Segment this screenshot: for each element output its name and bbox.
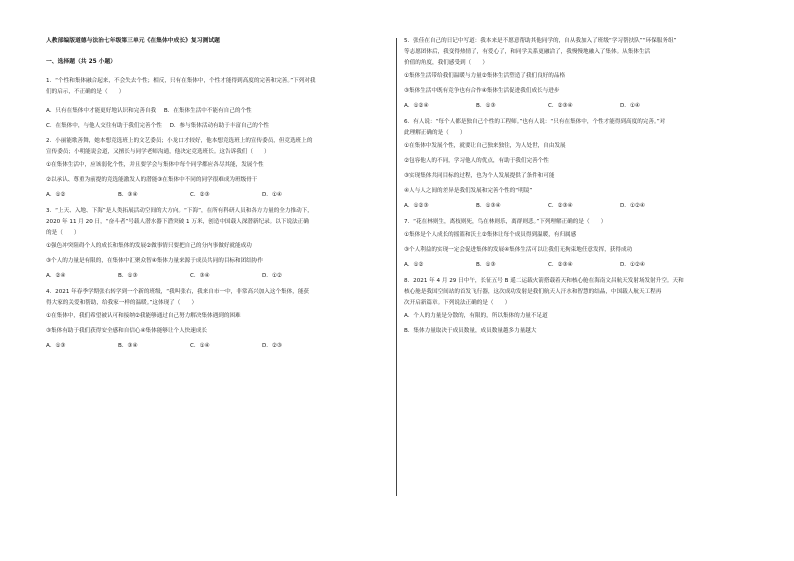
stem-line: 4．2021 年春季学期张右转学到一个新的班级，“我叫张右，我来自市一中，非常高兴加入这个集体，能获 bbox=[46, 289, 310, 296]
option-b: B．③④ bbox=[118, 343, 138, 350]
option-row bbox=[46, 343, 388, 350]
option-d: D．①②④ bbox=[620, 261, 645, 268]
question-stem bbox=[46, 289, 388, 307]
stem-line: 2020 年 11 月 20 日，“奋斗者”号载人潜水器下潜突破 1 万米，创造中国载人深潜新纪录。以下说法正确 bbox=[46, 219, 309, 226]
option-d: D．②③ bbox=[262, 343, 282, 350]
option-c: C．②③④ bbox=[548, 102, 573, 109]
option-c: C．③④ bbox=[190, 273, 210, 280]
statement: ①在集体中发展个性，就要让自己独来独往，为人处世，自由发展 bbox=[404, 142, 566, 149]
statement: ③集体有助于我们获得安全感和自信心④集体能够让个人快速成长 bbox=[46, 328, 208, 335]
option-c: C．②③ bbox=[190, 192, 210, 199]
stem-line: 3．“上天、入地、下海”是人类拓展活动空间的大方向。“下海”，在所有科研人员和各方力量的全力推动下， bbox=[46, 208, 313, 215]
option-a: A．①②③ bbox=[404, 202, 429, 209]
statement: ③个人的力量是有限的，在集体中汇聚众智④集体力量来源于成员共同的目标和团结协作 bbox=[46, 258, 263, 265]
option-b: B．①③④ bbox=[476, 202, 501, 209]
statement: ①在集体生活中，应该弱化个性，并且要学会与集体中每个同学都应各尽其能，发展个性 bbox=[46, 162, 264, 169]
statement: ①在集体中，我们希望被认可和接纳②我能够通过自己努力解决集体遇到的困难 bbox=[46, 313, 241, 320]
option-line bbox=[46, 108, 388, 115]
question-2 bbox=[46, 138, 388, 199]
stem-line: 宣传委员；小明能说会道，又擅长与同学老师沟通，他决定竞选班长。这告诉我们（ ） bbox=[46, 149, 270, 156]
stem-line: 们的启示，不正确的是（ ） bbox=[46, 89, 125, 96]
stem-line: 此理解正确的是（ ） bbox=[404, 129, 466, 136]
option-b: B．①③ bbox=[476, 261, 496, 268]
option-d: D．①② bbox=[262, 273, 282, 280]
option-d: D．①④ bbox=[262, 192, 282, 199]
option-row bbox=[404, 262, 754, 269]
option-b: B．集体力量取决于成员数量，成员数量越多力量越大 bbox=[404, 327, 537, 334]
question-1 bbox=[46, 78, 388, 130]
option-d: D．①④ bbox=[620, 102, 640, 109]
question-stem bbox=[404, 219, 754, 226]
question-5 bbox=[404, 38, 754, 110]
stem-line: 等志愿团体后，我变得热情了，有爱心了，和同学关系更融洽了，我慢慢地融入了集体。从集体生活 bbox=[404, 48, 651, 55]
statement: ①强色冲突阻碍个人的成长和集体的发展②做事情只要把自己的分内事做好就能成功 bbox=[46, 243, 252, 250]
option-a: A．①②④ bbox=[404, 102, 429, 109]
question-3 bbox=[46, 208, 388, 280]
stem-line: 核心舱是我国空间站的首发飞行器，这次成功发射是我们航天人汗水和智慧的结晶，中国载人航天工程再 bbox=[404, 288, 662, 295]
option-b: B．在集体生活中不能有自己的个性 bbox=[163, 108, 252, 115]
stem-line: 5．张佳在自己的日记中写道：我本来是不愿意帮助其他同学的，自从我加入了班级“学习帮扶队”“环保服务组” bbox=[404, 38, 677, 44]
question-stem bbox=[46, 78, 388, 96]
option-row bbox=[404, 103, 754, 110]
question-stem bbox=[404, 119, 754, 137]
option-b: B．①③ bbox=[118, 273, 138, 280]
left-column bbox=[46, 38, 388, 359]
question-6 bbox=[404, 119, 754, 210]
question-stem bbox=[404, 278, 754, 307]
statement: ①集体是个人成长的摇篮和沃土②集体让每个成员得到温暖，有归属感 bbox=[404, 231, 577, 238]
option-row bbox=[404, 203, 754, 210]
statement: ①集体生活带给我们温暖与力量②集体生活塑造了我们良好的品格 bbox=[404, 72, 566, 79]
option-d: D．参与集体活动有助于丰富自己的个性 bbox=[169, 123, 269, 130]
option-c: C．②③④ bbox=[548, 261, 573, 268]
option-d: D．①②④ bbox=[620, 202, 645, 209]
stem-line: 8．2021 年 4 月 29 日中午，长征五号 B 遥二运载火箭搭载着天和核心舱在海南文昌航天发射场发射升空。天和 bbox=[404, 277, 684, 284]
stem-line: 7．“花在林则生，离枝则死，鸟在林则乐，离群则悲。”下列理解正确的是（ ） bbox=[404, 218, 607, 225]
option-b: B．①③ bbox=[476, 102, 496, 109]
section-heading: 一、选择题（共 25 小题） bbox=[46, 59, 117, 66]
statement: ③个人利益的实现一定会促进集体的发展④集体生活可以让我们无拘束地任意发挥，获得成功 bbox=[404, 246, 633, 253]
option-a: A．②④ bbox=[46, 273, 66, 280]
statement: ②包容他人的不同，学习他人的优点，有助于我们完善个性 bbox=[404, 157, 549, 164]
option-c: C．在集体中，与他人交往有助于我们完善个性 bbox=[46, 123, 162, 130]
document-title: 人教部编版道德与法治七年级第三单元《在集体中成长》复习测试题 bbox=[46, 38, 220, 44]
statement: ③集体生活中既有竞争也有合作④集体生活促进我们成长与进步 bbox=[404, 87, 560, 94]
option-row bbox=[46, 273, 388, 280]
option-a: A．个人的力量是分散的，有限的，所以集体的力量不足道 bbox=[404, 312, 548, 319]
question-stem bbox=[404, 38, 754, 67]
stem-line: 的是（ ） bbox=[46, 230, 80, 237]
stem-line: 得大家的关爱和帮助，给我家一样的温暖。”这体现了（ ） bbox=[46, 300, 198, 307]
option-c: C．①④ bbox=[190, 343, 210, 350]
stem-line: 6．有人说：“每个人都是独自己个性的工程师。”也有人说：“只有在集体中，个性才能得到高度的完善。”对 bbox=[404, 118, 666, 125]
statement: ③实现集体共同目标的过程，也为个人发展提供了条件和可能 bbox=[404, 172, 555, 179]
column-divider bbox=[396, 38, 397, 496]
question-4 bbox=[46, 289, 388, 350]
stem-line: 价值的角度，我们感受到（ ） bbox=[404, 59, 488, 66]
stem-line: 1．“个性和集体融合起来，不会失去个性；相反，只有在集体中，个性才能得到高度的完善和完善。”下列对我 bbox=[46, 78, 316, 85]
option-row bbox=[46, 192, 388, 199]
stem-line: 次开启新篇章。下列说法正确的是（ ） bbox=[404, 299, 511, 306]
option-c: C．②③④ bbox=[548, 202, 573, 209]
option-a: A．①③ bbox=[46, 343, 66, 350]
stem-line: 2．小丽能歌善舞，她本想竞选班上的文艺委员；小龙口才较好，他本想竞选班上的宣传委员，但竞选班上的 bbox=[46, 138, 313, 145]
option-a: A．只有在集体中才能更好地认识和完善自我 bbox=[46, 108, 157, 115]
question-8 bbox=[404, 278, 754, 335]
option-line bbox=[46, 123, 388, 130]
right-column bbox=[404, 38, 754, 343]
option-a: A．①② bbox=[404, 261, 424, 268]
question-stem bbox=[46, 138, 388, 156]
statement: ②以承认、尊重为前提的竞选能激发人的潜能③在集体中不同的同学很难成为班级骨干 bbox=[46, 177, 258, 184]
option-b: B．③④ bbox=[118, 192, 138, 199]
question-stem bbox=[46, 208, 388, 237]
question-7 bbox=[404, 219, 754, 269]
statement: ④人与人之间的差异是我们发展和完善个性的“明镜” bbox=[404, 187, 533, 194]
option-a: A．①② bbox=[46, 192, 66, 199]
